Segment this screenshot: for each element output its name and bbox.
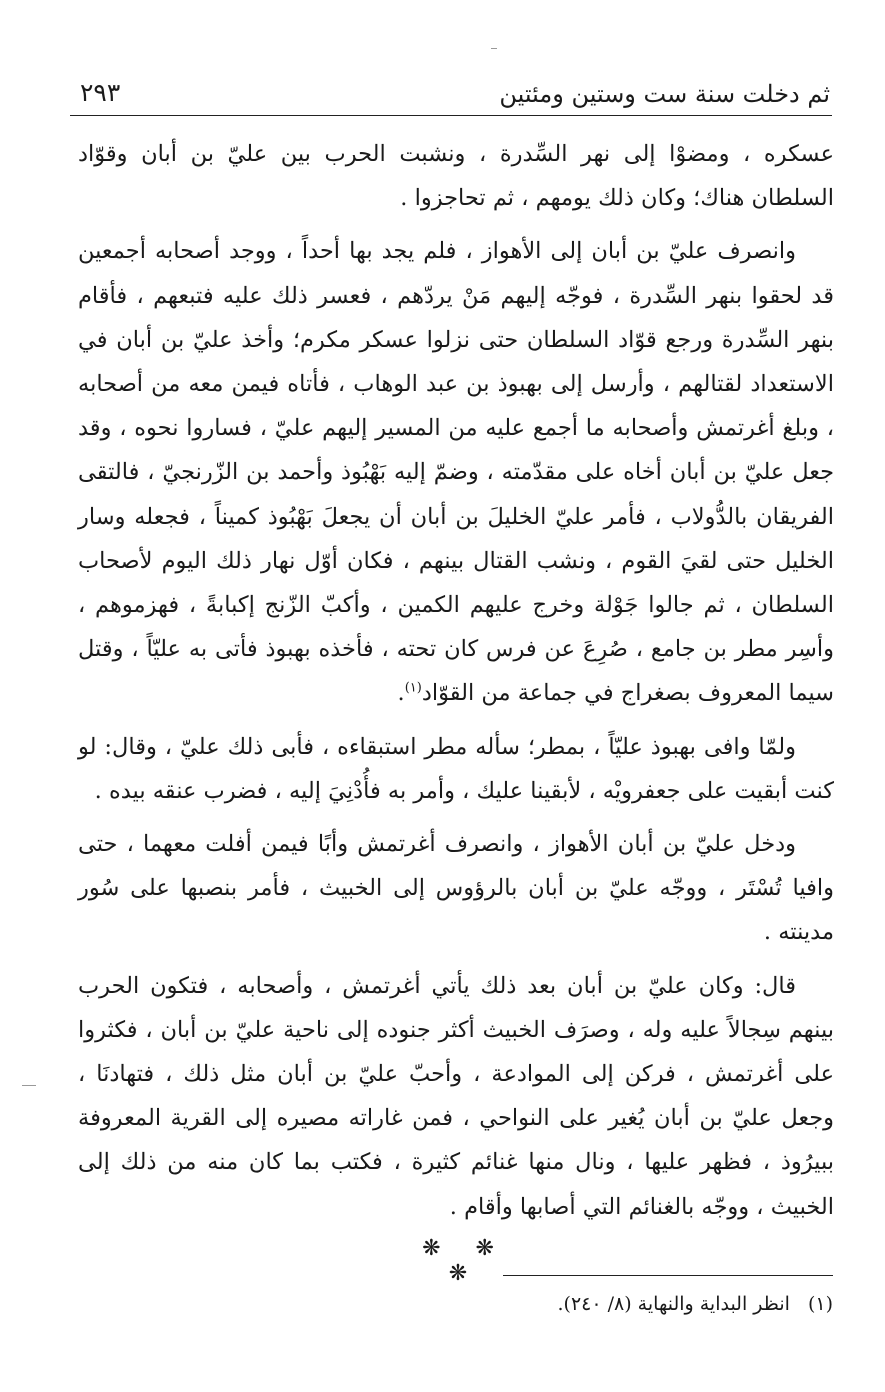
paragraph-2-tail: . <box>397 680 405 707</box>
paragraph-1: عسكره ، ومضوْا إلى نهر السِّدرة ، ونشبت الحرب بين عليّ بن أبان وقوّاد السلطان هناك؛ وكان ذلك يومهم ، ثم تحاجزوا . <box>78 141 834 212</box>
footnote-marker: (١) <box>807 1293 833 1315</box>
paragraph-2-text: وانصرف عليّ بن أبان إلى الأهواز ، فلم يجد بها أحداً ، ووجد أصحابه أجمعين قد لحقوا بنهر السِّدرة ، فوجّه إليهم مَنْ يردّهم ، فعسر ذلك عليه فتبعهم ، فأقام بنهر السِّدرة ورجع قوّاد السلطان حتى نزلوا عسكر مكرم؛ وأخذ عليّ بن أبان في الاستعداد لقتالهم ، وأرسل إلى بهبوذ بن عبد الوهاب ، فأتاه فيمن معه من أصحابه ، وبلغ أغرتمش وأصحابه ما أجمع عليه من المسير إليهم عليّ ، فساروا نحوه ، وقد جعل عليّ بن أبان أخاه على مقدّمته ، وضمّ إليه بَهْبُوذ وأحمد بن الزّرنجيّ ، فالتقى الفريقان بالدُّولاب ، فأمر عليّ الخليلَ بن أبان أن يجعلَ بَهْبُوذ كميناً ، فجعله وسار الخليل حتى لقيَ القوم ، ونشب القتال بينهم ، فكان أوّل نهار ذلك اليوم لأصحاب السلطان ، ثم جالوا جَوْلة وخرج عليهم الكمين ، وأكبّ الزّنج إكبابةً ، فهزموهم ، وأسِر مطر بن جامع ، صُرِعَ عن فرس كان تحته ، فأخذه بهبوذ فأتى به عليّاً ، وقتل سيما المعروف بصغراج في جماعة من القوّاد <box>78 238 834 707</box>
footnote-reference[interactable]: (١) <box>404 680 422 696</box>
footnote <box>557 1293 833 1315</box>
page-number: ٢٩٣ <box>80 78 121 107</box>
header-divider <box>70 115 832 116</box>
paragraph-2 <box>78 229 834 715</box>
page-header <box>70 78 830 114</box>
running-title: ثم دخلت سنة ست وستين ومئتين <box>499 80 830 108</box>
paragraph-3: ولمّا وافى بهبوذ عليّاً ، بمطر؛ سأله مطر استبقاءه ، فأبى ذلك عليّ ، وقال: لو كنت أبقيت على جعفرويْه ، لأبقينا عليك ، وأمر به فأُدْنِيَ إليه ، فضرب عنقه بيده . <box>78 733 834 804</box>
section-separator: ❋ ❋ ❋ <box>422 1236 508 1286</box>
footnote-text: انظر البداية والنهاية (٨/ ٢٤٠). <box>557 1293 790 1315</box>
margin-mark <box>22 1085 36 1086</box>
footnote-divider <box>503 1275 833 1276</box>
paragraph-5: قال: وكان عليّ بن أبان بعد ذلك يأتي أغرتمش ، وأصحابه ، فتكون الحرب بينهم سِجالاً عليه وله ، وصرَف الخبيث أكثر جنوده إلى ناحية عليّ بن أبان ، فكثروا على أغرتمش ، فركن إلى الموادعة ، وأحبّ عليّ بن أبان مثل ذلك ، فتهادنَا ، وجعل عليّ بن أبان يُغير على النواحي ، فمن غاراته مصيره إلى القرية المعروفة ببيرُوذ ، فظهر عليها ، ونال منها غنائم كثيرة ، فكتب بما كان منه من ذلك إلى الخبيث ، ووجّه بالغنائم التي أصابها وأقام . <box>78 972 834 1220</box>
margin-mark <box>491 48 497 49</box>
main-text <box>78 132 834 1229</box>
paragraph-4: ودخل عليّ بن أبان الأهواز ، وانصرف أغرتمش وأبًا فيمن أفلت معهما ، حتى وافيا تُسْتَر ، ووجّه عليّ بن أبان بالرؤوس إلى الخبيث ، فأمر بنصبها على سُور مدينته . <box>78 831 834 946</box>
